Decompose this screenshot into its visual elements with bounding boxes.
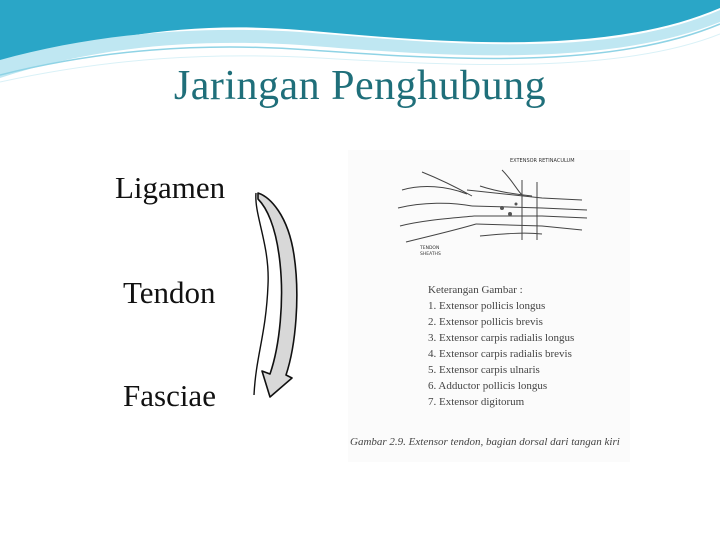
legend-item: 3. Extensor carpis radialis longus [428, 332, 575, 344]
legend-item: 6. Adductor pollicis longus [428, 380, 548, 392]
term-ligamen: Ligamen [115, 170, 226, 205]
legend-item: 4. Extensor carpis radialis brevis [428, 348, 572, 360]
legend-title: Keterangan Gambar : [428, 284, 523, 296]
legend-item: 7. Extensor digitorum [428, 396, 525, 408]
figure-label-retinaculum: EXTENSOR RETINACULUM [510, 158, 575, 164]
term-fasciae: Fasciae [123, 378, 216, 413]
figure-legend [428, 284, 574, 410]
slide-title: Jaringan Penghubung [173, 63, 547, 109]
figure-label-sheaths: TENDON SHEATHS [420, 246, 441, 257]
legend-item: 1. Extensor pollicis longus [428, 300, 546, 312]
legend-item: 2. Extensor pollicis brevis [428, 316, 543, 328]
term-tendon: Tendon [123, 275, 216, 310]
figure-caption: Gambar 2.9. Extensor tendon, bagian dorsal dari tangan kiri [350, 436, 620, 448]
curved-arrow-icon [250, 185, 310, 405]
anatomy-figure [348, 150, 630, 462]
legend-item: 5. Extensor carpis ulnaris [428, 364, 540, 376]
